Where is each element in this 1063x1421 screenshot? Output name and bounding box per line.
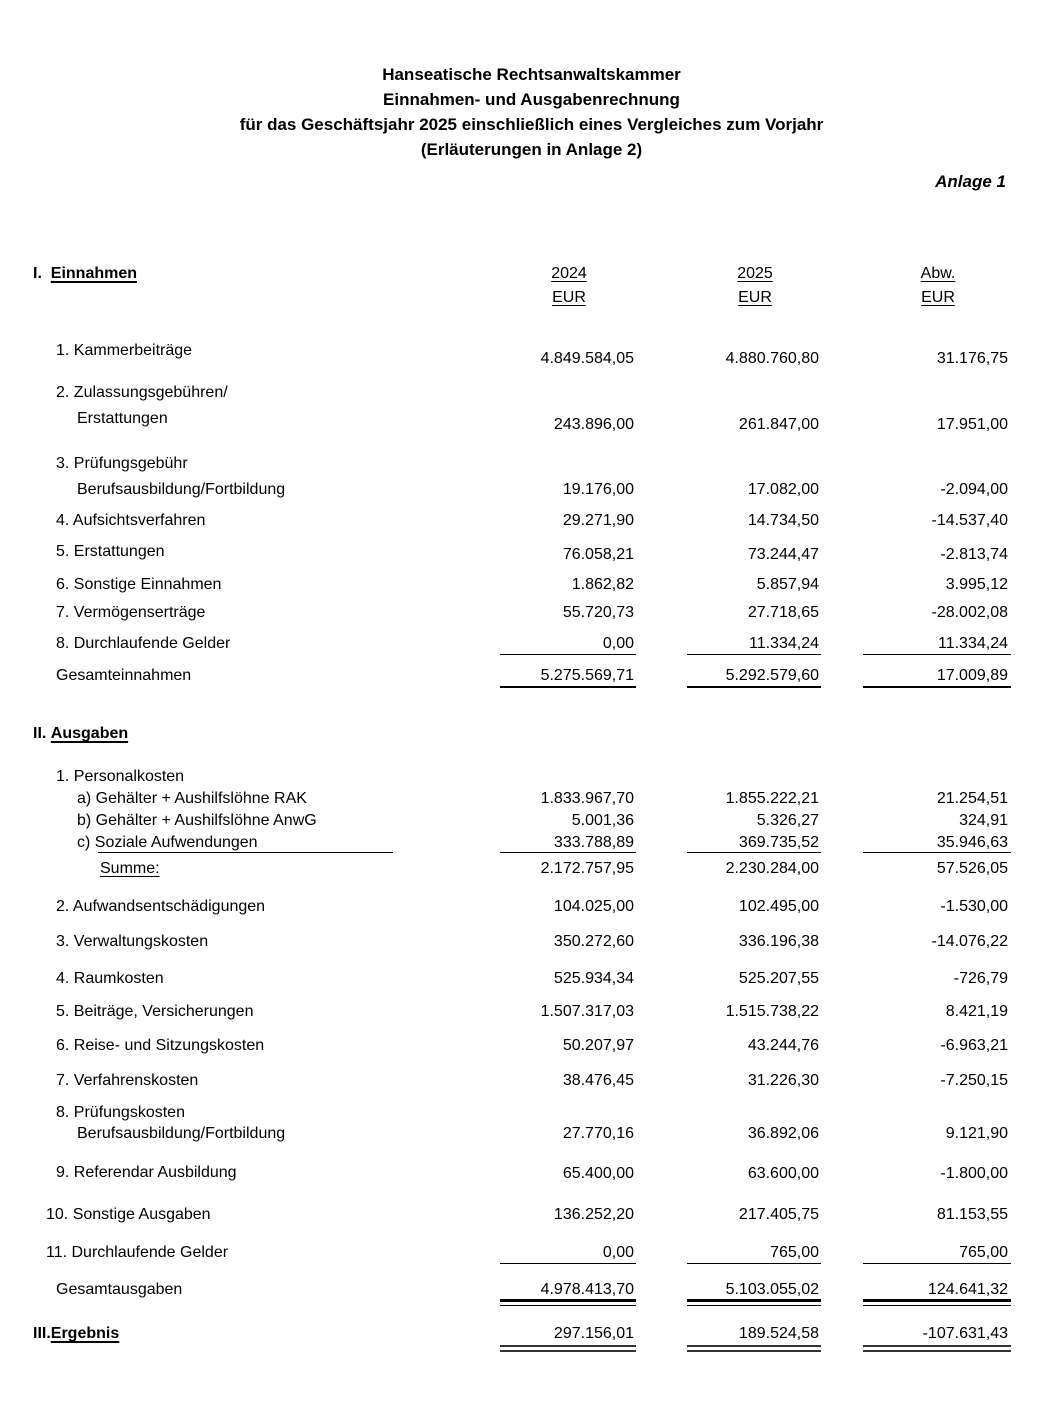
value-abw: -726,79 xyxy=(953,970,1008,987)
value-2024: 1.862,82 xyxy=(571,576,634,593)
org-title: Hanseatische Rechtsanwaltskammer xyxy=(382,65,681,84)
value-2024: 2.172.757,95 xyxy=(540,860,634,877)
value-2025: 73.244,47 xyxy=(747,546,819,563)
value-2024: 243.896,00 xyxy=(553,416,634,433)
row-label-cont: Erstattungen xyxy=(77,410,168,427)
value-2025: 1.515.738,22 xyxy=(725,1003,819,1020)
value-2025: 14.734,50 xyxy=(747,512,819,529)
row-label: 10. Sonstige Ausgaben xyxy=(46,1206,211,1223)
value-abw: -1.800,00 xyxy=(940,1165,1008,1182)
value-2024: 104.025,00 xyxy=(553,898,634,915)
section-title: Ausgaben xyxy=(50,725,129,742)
value-2024: 350.272,60 xyxy=(553,933,634,950)
row-label xyxy=(77,834,258,852)
col-unit-2024: EUR xyxy=(552,289,586,306)
value-abw: 3.995,12 xyxy=(945,576,1008,593)
row-label: 6. Sonstige Einnahmen xyxy=(56,576,222,593)
section-einnahmen-heading xyxy=(33,265,137,283)
row-label-cont: Berufsausbildung/Fortbildung xyxy=(77,481,286,498)
value-2024: 1.833.967,70 xyxy=(540,790,634,807)
value-2025: 5.326,27 xyxy=(756,812,819,829)
doc-subtitle: für das Geschäftsjahr 2025 einschließlich eines Vergleiches zum Vorjahr xyxy=(239,115,824,134)
total-rule xyxy=(863,686,1011,688)
value-2024: 5.001,36 xyxy=(571,812,634,829)
value-2024: 1.507.317,03 xyxy=(540,1003,634,1020)
value-2024: 50.207,97 xyxy=(562,1037,634,1054)
value-2025: 17.082,00 xyxy=(747,481,819,498)
value-2025: 369.735,52 xyxy=(738,834,819,851)
value-abw: 81.153,55 xyxy=(936,1206,1008,1223)
value-2025: 525.207,55 xyxy=(738,970,819,987)
row-label: 3. Verwaltungskosten xyxy=(56,933,209,950)
value-abw: 8.421,19 xyxy=(945,1003,1008,1020)
value-2024: 525.934,34 xyxy=(553,970,634,987)
subtotal-rule xyxy=(863,654,1011,655)
subtotal-rule xyxy=(500,654,636,655)
value-2025: 1.855.222,21 xyxy=(725,790,819,807)
value-abw: 57.526,05 xyxy=(936,860,1008,877)
value-2024: 19.176,00 xyxy=(562,481,634,498)
value-abw: 21.254,51 xyxy=(936,790,1008,807)
row-label: 2. Zulassungsgebühren/ xyxy=(56,384,228,401)
value-2025: 5.857,94 xyxy=(756,576,819,593)
double-rule xyxy=(500,1345,636,1352)
row-label: 7. Vermögenserträge xyxy=(56,604,206,621)
value-2025: 261.847,00 xyxy=(738,416,819,433)
value-2025: 43.244,76 xyxy=(747,1037,819,1054)
col-unit-abw: EUR xyxy=(921,289,955,306)
row-label: 4. Aufsichtsverfahren xyxy=(56,512,206,529)
row-label: 5. Beiträge, Versicherungen xyxy=(56,1003,254,1020)
value-2024: 4.849.584,05 xyxy=(540,350,634,367)
row-label: 8. Prüfungskosten xyxy=(56,1104,185,1121)
doc-title: Einnahmen- und Ausgabenrechnung xyxy=(383,90,680,109)
row-label: 9. Referendar Ausbildung xyxy=(56,1164,237,1181)
row-label: 2. Aufwandsentschädigungen xyxy=(56,898,266,915)
total-label: Gesamteinnahmen xyxy=(56,667,192,684)
subtotal-rule xyxy=(500,1263,636,1264)
double-rule xyxy=(863,1299,1011,1306)
row-label-cont: Berufsausbildung/Fortbildung xyxy=(77,1125,286,1142)
value-2025: 336.196,38 xyxy=(738,933,819,950)
value-abw: -14.537,40 xyxy=(931,512,1008,529)
section-roman: III. xyxy=(33,1325,51,1342)
row-label: 8. Durchlaufende Gelder xyxy=(56,635,231,652)
value-2025: 31.226,30 xyxy=(747,1072,819,1089)
value-2025: 11.334,24 xyxy=(749,635,819,652)
row-label: 11. Durchlaufende Gelder xyxy=(46,1244,229,1261)
row-prefix: c) xyxy=(77,834,95,851)
value-2025: 63.600,00 xyxy=(747,1165,819,1182)
total-2025: 5.292.579,60 xyxy=(725,667,819,684)
value-2024: 0,00 xyxy=(602,1244,634,1261)
ergebnis-2024: 297.156,01 xyxy=(553,1325,634,1342)
value-abw: -1.530,00 xyxy=(940,898,1008,915)
value-2024: 76.058,21 xyxy=(562,546,634,563)
col-header-abw: Abw. xyxy=(920,265,956,282)
value-abw: -2.094,00 xyxy=(940,481,1008,498)
total-label: Gesamtausgaben xyxy=(56,1281,183,1298)
row-label: 7. Verfahrenskosten xyxy=(56,1072,199,1089)
value-2025: 217.405,75 xyxy=(738,1206,819,1223)
value-2024: 27.770,16 xyxy=(562,1125,634,1142)
total-2024: 5.275.569,71 xyxy=(540,667,634,684)
total-2025: 5.103.055,02 xyxy=(725,1281,819,1298)
total-rule xyxy=(687,686,821,688)
value-2025: 27.718,65 xyxy=(747,604,819,621)
value-2025: 102.495,00 xyxy=(738,898,819,915)
section-title: Ergebnis xyxy=(50,1325,120,1342)
value-2024: 38.476,45 xyxy=(562,1072,634,1089)
subtotal-rule xyxy=(687,852,821,853)
row-label: 3. Prüfungsgebühr xyxy=(56,455,188,472)
total-abw: 17.009,89 xyxy=(936,667,1008,684)
value-abw: 11.334,24 xyxy=(938,635,1008,652)
subtotal-rule xyxy=(500,852,636,853)
value-2024: 136.252,20 xyxy=(553,1206,634,1223)
value-2025: 36.892,06 xyxy=(747,1125,819,1142)
personal-label: 1. Personalkosten xyxy=(56,768,185,785)
value-abw: -6.963,21 xyxy=(940,1037,1008,1054)
row-label: b) Gehälter + Aushilfslöhne AnwG xyxy=(77,812,317,829)
label-rule xyxy=(98,852,393,853)
value-abw: -28.002,08 xyxy=(931,604,1008,621)
summe-label: Summe: xyxy=(100,860,160,877)
section-ausgaben-heading xyxy=(33,725,128,743)
row-label: a) Gehälter + Aushilfslöhne RAK xyxy=(77,790,307,807)
value-abw: 9.121,90 xyxy=(945,1125,1008,1142)
section-title: Einnahmen xyxy=(50,265,138,282)
ergebnis-abw: -107.631,43 xyxy=(922,1325,1008,1342)
doc-note: (Erläuterungen in Anlage 2) xyxy=(420,140,643,159)
value-2024: 0,00 xyxy=(602,635,634,652)
col-header-2025: 2025 xyxy=(737,265,773,282)
value-abw: -7.250,15 xyxy=(940,1072,1008,1089)
subtotal-rule xyxy=(687,1263,821,1264)
value-abw: 765,00 xyxy=(959,1244,1008,1261)
value-2025: 2.230.284,00 xyxy=(725,860,819,877)
value-abw: -2.813,74 xyxy=(940,546,1008,563)
value-abw: 17.951,00 xyxy=(936,416,1008,433)
value-2025: 4.880.760,80 xyxy=(725,350,819,367)
value-2025: 765,00 xyxy=(770,1244,819,1261)
col-header-2024: 2024 xyxy=(551,265,587,282)
row-label: 6. Reise- und Sitzungskosten xyxy=(56,1037,265,1054)
value-abw: 35.946,63 xyxy=(936,834,1008,851)
row-label: 4. Raumkosten xyxy=(56,970,164,987)
value-abw: 31.176,75 xyxy=(936,350,1008,367)
total-rule xyxy=(500,686,636,688)
anlage-label: Anlage 1 xyxy=(935,172,1006,191)
ergebnis-2025: 189.524,58 xyxy=(738,1325,819,1342)
section-roman: I. xyxy=(33,265,42,282)
value-2024: 333.788,89 xyxy=(553,834,634,851)
double-rule xyxy=(687,1345,821,1352)
row-label-text: Soziale Aufwendungen xyxy=(94,834,258,851)
double-rule xyxy=(500,1299,636,1306)
total-2024: 4.978.413,70 xyxy=(540,1281,634,1298)
section-ergebnis-heading xyxy=(33,1325,119,1343)
value-2024: 65.400,00 xyxy=(562,1165,634,1182)
section-roman: II. xyxy=(33,725,47,742)
value-abw: -14.076,22 xyxy=(931,933,1008,950)
double-rule xyxy=(863,1345,1011,1352)
row-label: 1. Kammerbeiträge xyxy=(56,342,193,359)
row-label: 5. Erstattungen xyxy=(56,543,165,560)
col-unit-2025: EUR xyxy=(738,289,772,306)
subtotal-rule xyxy=(863,1263,1011,1264)
value-2024: 29.271,90 xyxy=(562,512,634,529)
total-abw: 124.641,32 xyxy=(927,1281,1008,1298)
subtotal-rule xyxy=(863,852,1011,853)
subtotal-rule xyxy=(687,654,821,655)
double-rule xyxy=(687,1299,821,1306)
value-2024: 55.720,73 xyxy=(562,604,634,621)
value-abw: 324,91 xyxy=(959,812,1008,829)
